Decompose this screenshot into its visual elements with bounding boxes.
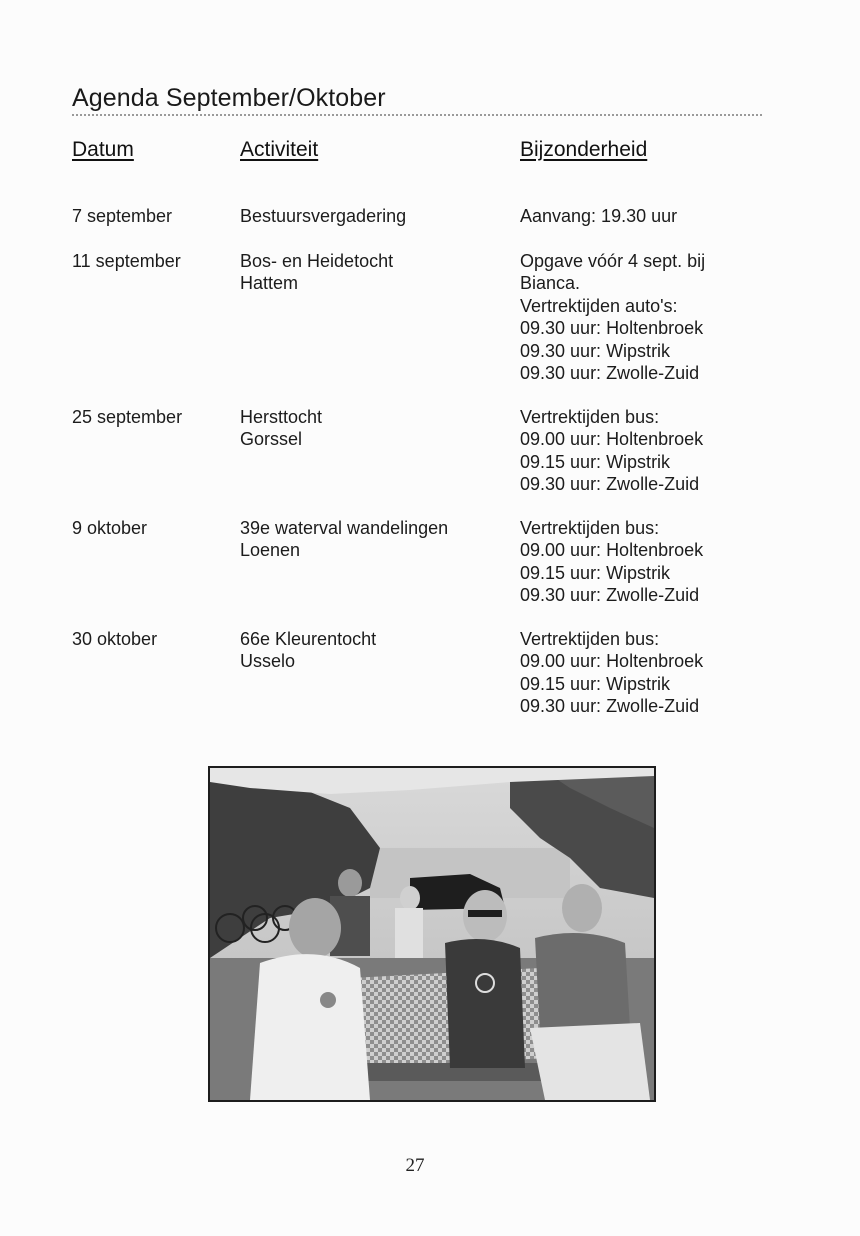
detail-line: 09.15 uur: Wipstrik (520, 451, 671, 472)
detail-line: 09.30 uur: Wipstrik (520, 340, 671, 361)
detail-line: Opgave vóór 4 sept. bij (520, 251, 706, 271)
detail-line: 09.15 uur: Wipstrik (520, 562, 671, 583)
detail-cell (520, 628, 760, 718)
date-text: 25 september (72, 407, 183, 427)
detail-line: Aanvang: 19.30 uur (520, 206, 678, 226)
column-header-detail: Bijzonderheid (520, 138, 648, 161)
date-cell (72, 250, 232, 272)
activity-cell (240, 406, 505, 451)
detail-cell (520, 406, 760, 496)
detail-line: 09.30 uur: Zwolle-Zuid (520, 474, 700, 495)
detail-line: 09.15 uur: Wipstrik (520, 673, 671, 694)
date-cell (72, 628, 232, 650)
activity-line: Hersttocht (240, 407, 323, 427)
date-cell (72, 517, 232, 539)
date-cell (72, 406, 232, 428)
table-header-row (0, 136, 860, 166)
activity-line: 66e Kleurentocht (240, 629, 377, 649)
detail-line: 09.00 uur: Holtenbroek (520, 429, 704, 450)
activity-location: Hattem (240, 273, 299, 294)
detail-line: Bianca. (520, 273, 581, 294)
detail-line: 09.30 uur: Zwolle-Zuid (520, 696, 700, 717)
column-header-date: Datum (72, 138, 134, 161)
title-divider (72, 114, 762, 116)
activity-location: Loenen (240, 540, 301, 561)
activity-cell (240, 628, 505, 673)
detail-cell (520, 205, 760, 227)
detail-line: Vertrektijden bus: (520, 518, 660, 538)
activity-location: Usselo (240, 651, 296, 672)
date-text: 30 oktober (72, 629, 158, 649)
person-woman-right (562, 884, 602, 932)
detail-line: 09.00 uur: Holtenbroek (520, 651, 704, 672)
column-header-activity: Activiteit (240, 138, 319, 161)
detail-line: 09.30 uur: Holtenbroek (520, 318, 704, 339)
activity-line: Bos- en Heidetocht (240, 251, 394, 271)
detail-line: 09.30 uur: Zwolle-Zuid (520, 363, 700, 384)
activity-cell (240, 250, 505, 295)
group-photo-illustration (210, 768, 654, 1100)
date-text: 11 september (72, 251, 181, 271)
activity-cell (240, 517, 505, 562)
detail-line: 09.00 uur: Holtenbroek (520, 540, 704, 561)
detail-cell (520, 250, 760, 384)
detail-line: Vertrektijden bus: (520, 407, 660, 427)
page-number: 27 (405, 1155, 425, 1176)
detail-cell (520, 517, 760, 607)
activity-location: Gorssel (240, 429, 303, 450)
activity-line: 39e waterval wandelingen (240, 518, 449, 538)
detail-line: Vertrektijden auto's: (520, 295, 678, 316)
activity-cell (240, 205, 505, 227)
date-cell (72, 205, 232, 227)
detail-line: Vertrektijden bus: (520, 629, 660, 649)
date-text: 9 oktober (72, 518, 148, 538)
detail-line: 09.30 uur: Zwolle-Zuid (520, 585, 700, 606)
activity-line: Bestuursvergadering (240, 206, 407, 226)
person-man (289, 898, 341, 958)
group-photo (208, 766, 656, 1102)
date-text: 7 september (72, 206, 173, 226)
page-title: Agenda September/Oktober (72, 84, 386, 112)
